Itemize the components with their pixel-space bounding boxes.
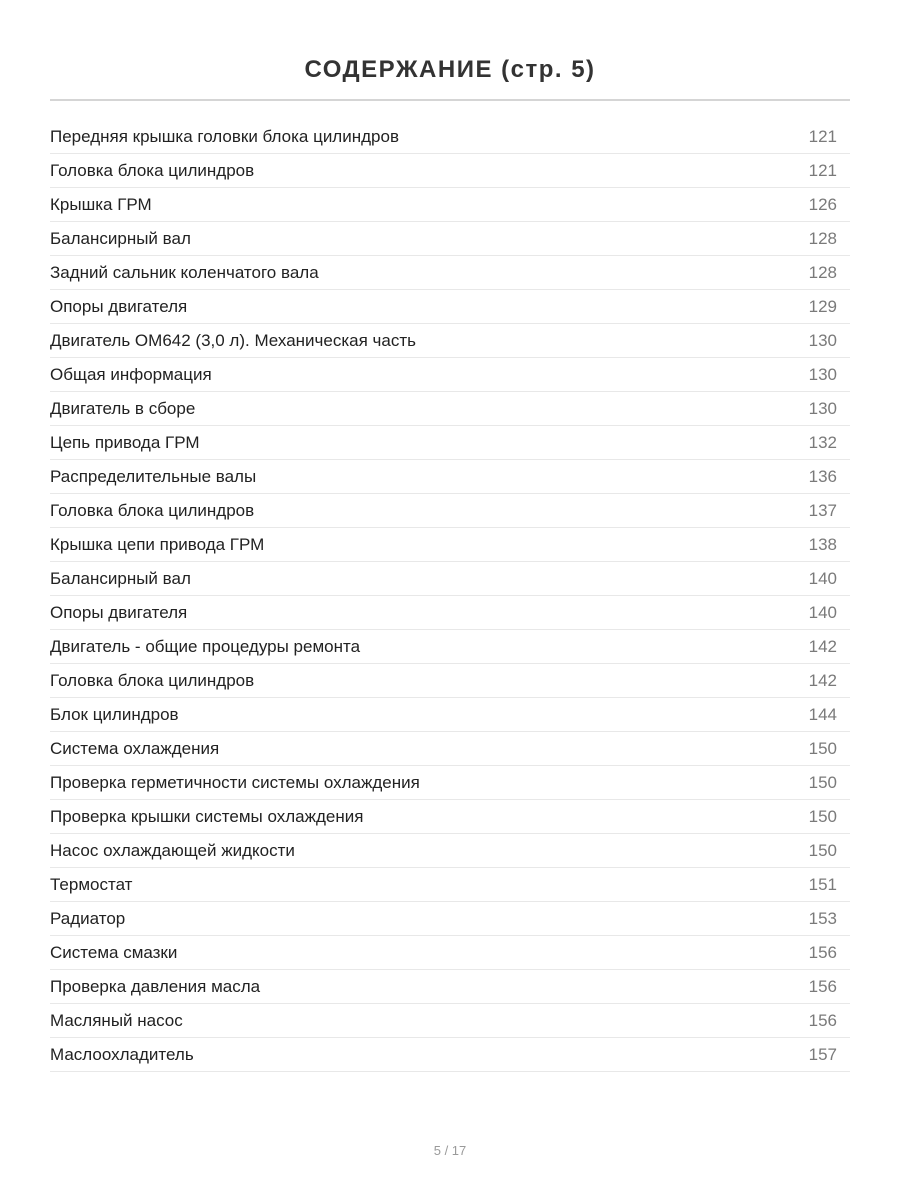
page-indicator: 5 / 17	[433, 1143, 467, 1158]
toc-entry[interactable]	[50, 120, 850, 154]
toc-entry-page: 151	[808, 874, 837, 894]
toc-entry-page: 142	[808, 636, 837, 656]
toc-entry[interactable]	[50, 902, 850, 936]
toc-entry[interactable]	[50, 596, 850, 630]
toc-entry-title: Общая информация	[50, 364, 212, 384]
toc-entry-page: 156	[808, 942, 837, 962]
toc-entry-title: Двигатель - общие процедуры ремонта	[50, 636, 361, 656]
toc-entry-title: Блок цилиндров	[50, 704, 179, 724]
toc-entry-page: 121	[808, 160, 837, 180]
toc-entry-page: 157	[808, 1044, 837, 1064]
toc-entry-page: 156	[808, 976, 837, 996]
toc-entry-title: Система смазки	[50, 942, 178, 962]
toc-entry[interactable]	[50, 1038, 850, 1072]
toc-entry[interactable]	[50, 970, 850, 1004]
toc-entry-title: Радиатор	[50, 908, 126, 928]
toc-entry[interactable]	[50, 188, 850, 222]
toc-entry-title: Балансирный вал	[50, 568, 191, 588]
toc-entry[interactable]	[50, 460, 850, 494]
toc-entry-page: 153	[808, 908, 837, 928]
toc-entry-page: 128	[808, 228, 837, 248]
toc-entry[interactable]	[50, 868, 850, 902]
toc-entry-page: 130	[808, 364, 837, 384]
toc-entry-page: 121	[808, 126, 837, 146]
toc-entry-page: 142	[808, 670, 837, 690]
toc-entry-page: 128	[808, 262, 837, 282]
toc-entry-title: Задний сальник коленчатого вала	[50, 262, 319, 282]
toc-entry[interactable]	[50, 494, 850, 528]
toc-entry[interactable]	[50, 664, 850, 698]
toc-entry[interactable]	[50, 154, 850, 188]
toc-entry-title: Насос охлаждающей жидкости	[50, 840, 295, 860]
toc-entry[interactable]	[50, 392, 850, 426]
toc-entry-title: Балансирный вал	[50, 228, 191, 248]
toc-entry[interactable]	[50, 256, 850, 290]
toc-entry-title: Система охлаждения	[50, 738, 220, 758]
toc-entry-title: Проверка крышки системы охлаждения	[50, 806, 364, 826]
toc-entry-page: 156	[808, 1010, 837, 1030]
toc-entry[interactable]	[50, 800, 850, 834]
toc-entry-title: Передняя крышка головки блока цилиндров	[50, 126, 399, 146]
toc-entry-title: Цепь привода ГРМ	[50, 432, 200, 452]
toc-entry[interactable]	[50, 324, 850, 358]
toc-entry-page: 130	[808, 330, 837, 350]
toc-entry-page: 138	[808, 534, 837, 554]
toc-entry-title: Проверка давления масла	[50, 976, 261, 996]
toc-entry[interactable]	[50, 732, 850, 766]
toc-entry[interactable]	[50, 834, 850, 868]
toc-entry-title: Маслоохладитель	[50, 1044, 194, 1064]
toc-entry[interactable]	[50, 698, 850, 732]
toc-entry-page: 126	[808, 194, 837, 214]
toc-entry-page: 132	[808, 432, 837, 452]
toc-entry-page: 140	[808, 602, 837, 622]
toc-entry-page: 129	[808, 296, 837, 316]
toc-entry-title: Крышка ГРМ	[50, 194, 152, 214]
toc-entry[interactable]	[50, 562, 850, 596]
toc-entry[interactable]	[50, 358, 850, 392]
toc-entry-title: Проверка герметичности системы охлаждения	[50, 772, 420, 792]
toc-entry-title: Опоры двигателя	[50, 602, 188, 622]
toc-entry-page: 150	[808, 772, 837, 792]
toc-entry-title: Масляный насос	[50, 1010, 183, 1030]
toc-entry[interactable]	[50, 222, 850, 256]
toc-entry[interactable]	[50, 426, 850, 460]
toc-entry-page: 150	[808, 840, 837, 860]
toc-entry-page: 136	[808, 466, 837, 486]
toc-entry[interactable]	[50, 766, 850, 800]
toc-entry-title: Распределительные валы	[50, 466, 257, 486]
toc-entry-title: Головка блока цилиндров	[50, 160, 255, 180]
toc-entry-page: 137	[808, 500, 837, 520]
toc-entry-title: Головка блока цилиндров	[50, 670, 255, 690]
toc-entry[interactable]	[50, 1004, 850, 1038]
toc-entry-title: Двигатель OM642 (3,0 л). Механическая часть	[50, 330, 416, 350]
page-title: СОДЕРЖАНИЕ (стр. 5)	[304, 56, 596, 84]
toc-entry-title: Опоры двигателя	[50, 296, 188, 316]
toc-entry[interactable]	[50, 630, 850, 664]
toc-entry-page: 150	[808, 738, 837, 758]
toc-entry-title: Головка блока цилиндров	[50, 500, 255, 520]
toc-entry-title: Двигатель в сборе	[50, 398, 196, 418]
toc-entry-title: Крышка цепи привода ГРМ	[50, 534, 265, 554]
toc-entry-page: 150	[808, 806, 837, 826]
toc-entry-page: 144	[808, 704, 837, 724]
toc-entry-page: 140	[808, 568, 837, 588]
toc-entry[interactable]	[50, 528, 850, 562]
toc-entry[interactable]	[50, 936, 850, 970]
title-divider	[50, 99, 850, 101]
toc-entry-page: 130	[808, 398, 837, 418]
toc-entry-title: Термостат	[50, 874, 133, 894]
toc-entry[interactable]	[50, 290, 850, 324]
toc-list	[50, 120, 850, 1072]
